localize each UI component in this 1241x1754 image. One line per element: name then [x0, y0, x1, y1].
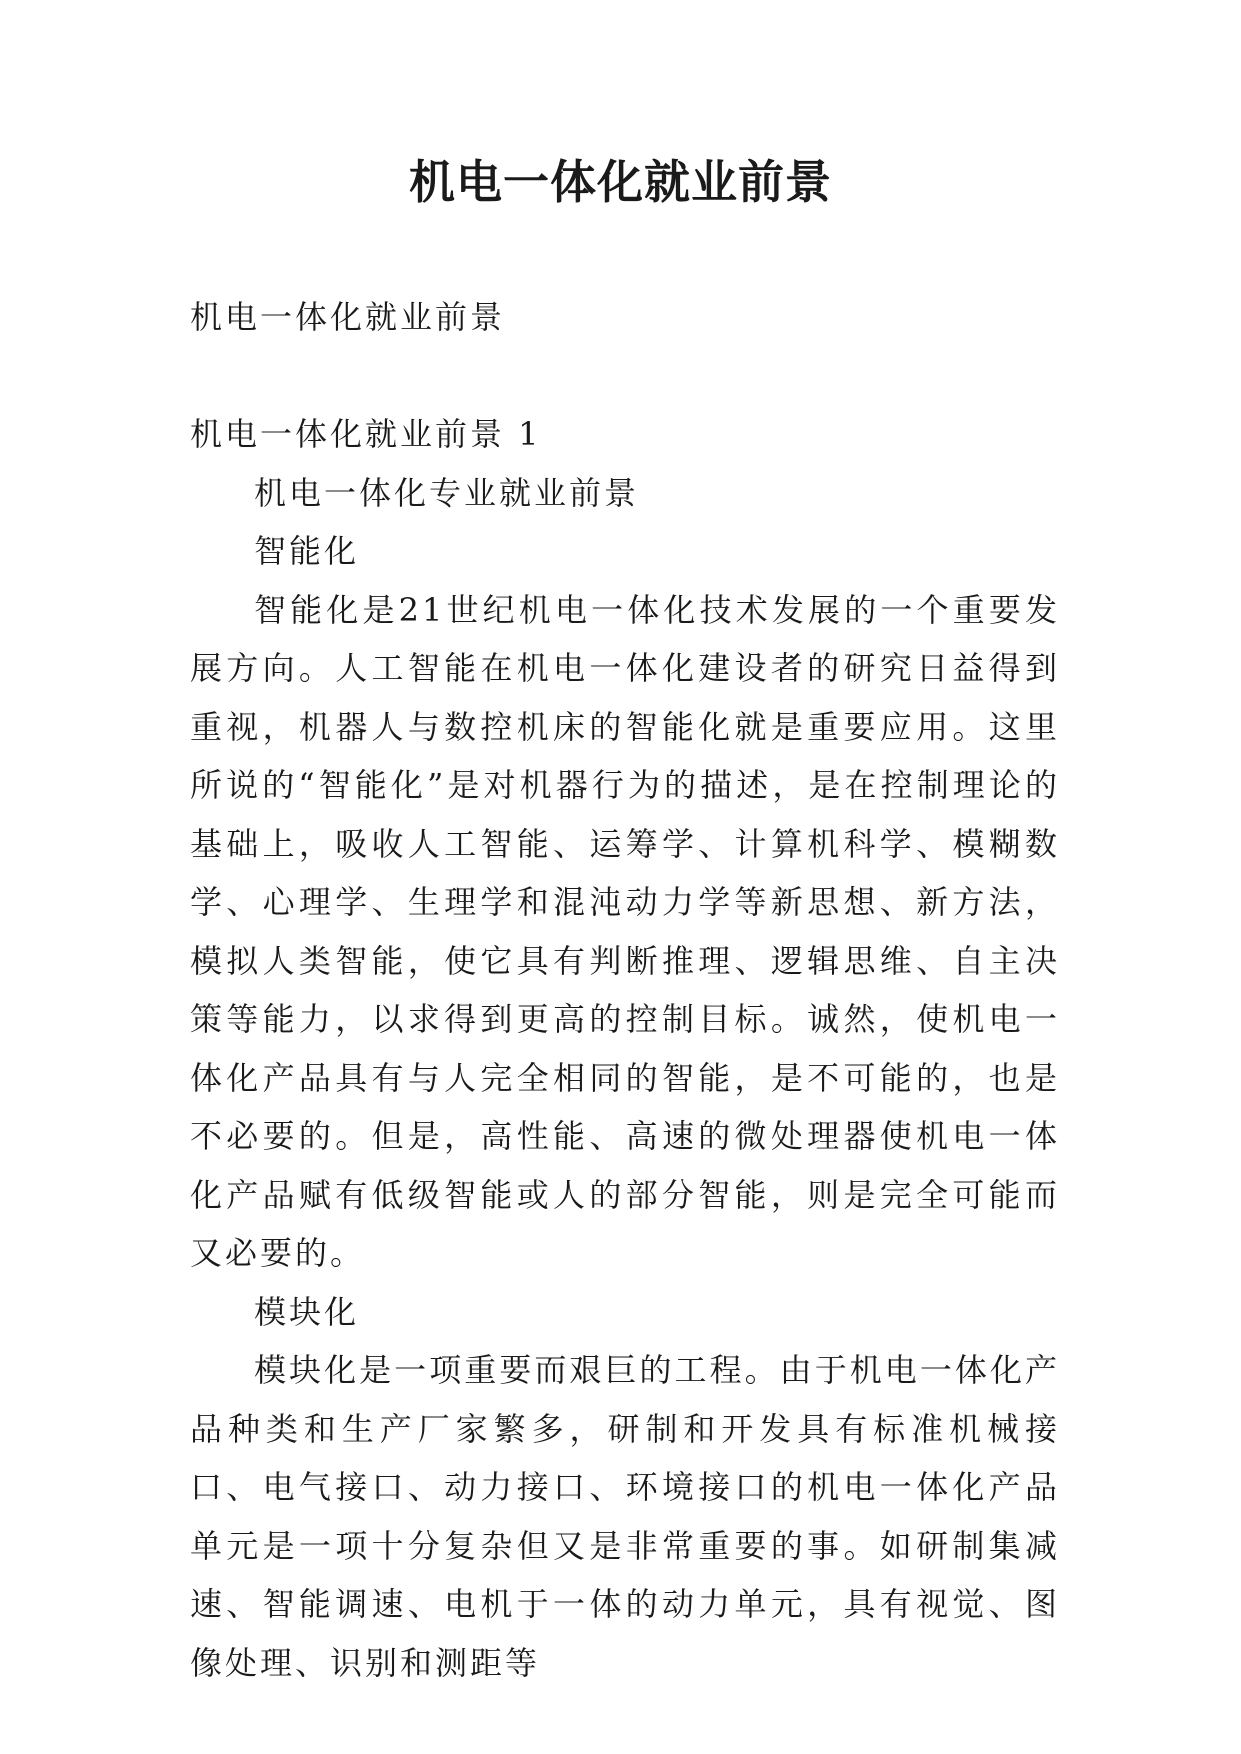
document-subtitle: 机电一体化就业前景	[190, 298, 506, 336]
document-title: 机电一体化就业前景	[409, 155, 832, 209]
paragraph-intelligence: 智能化是21世纪机电一体化技术发展的一个重要发展方向。人工智能在机电一体化建设者的研究日益得到重视，机器人与数控机床的智能化就是重要应用。这里所说的“智能化”是对机器行为的描述，是在控制理论的基础上，吸收人工智能、运筹学、计算机科学、模糊数学、心理学、生理学和混沌动力学等新思想、新方法，模拟人类智能，使它具有判断推理、逻辑思维、自主决策等能力，以求得到更高的控制目标。诚然，使机电一体化产品具有与人完全相同的智能，是不可能的，也是不必要的。但是，高性能、高速的微处理器使机电一体化产品赋有低级智能或人的部分智能，则是完全可能而又必要的。	[190, 590, 1060, 1272]
section-heading-modularization: 模块化	[254, 1292, 360, 1331]
paragraph-modularization: 模块化是一项重要而艰巨的工程。由于机电一体化产品种类和生产厂家繁多，研制和开发具有标准机械接口、电气接口、动力接口、环境接口的机电一体化产品单元是一项十分复杂但又是非常重要的事。如研制集减速、智能调速、电机于一体的动力单元，具有视觉、图像处理、识别和测距等	[190, 1351, 1060, 1682]
section-heading-intelligence: 智能化	[254, 532, 360, 570]
topic-heading: 机电一体化专业就业前景	[254, 473, 640, 512]
document-body	[190, 288, 1060, 1692]
section-heading: 机电一体化就业前景 1	[190, 415, 542, 453]
